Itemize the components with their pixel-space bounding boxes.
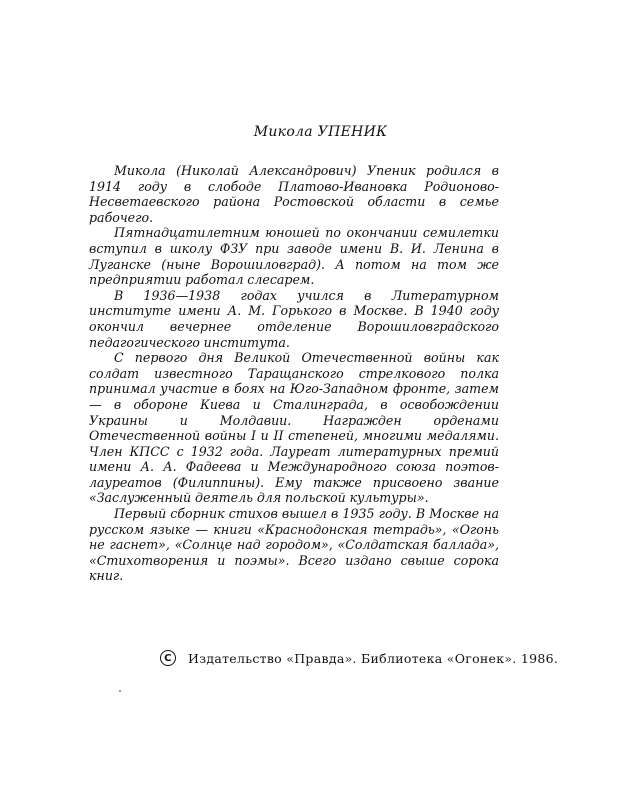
biography — [89, 163, 499, 584]
page-title: Микола УПЕНИК — [253, 124, 388, 140]
bio-paragraph: С первого дня Великой Отечественной войны как солдат известного Таращанского стрелкового полка принимал участие в боях на Юго-Западном фронте, затем — в обороне Киева и Сталинграда, в освобождении Украины и Молдавии. Награжден орденами Отечественной войны I и II степеней, многими медалями. Член КПСС с 1932 года. Лауреат литературных премий имени А. А. Фадеева и Международного союза поэтов-лауреатов (Филиппины). Ему также присвоено звание «Заслуженный деятель для польской культуры». — [89, 350, 499, 506]
copyright-icon: С — [160, 650, 176, 666]
bio-paragraph: Микола (Николай Александрович) Упеник родился в 1914 году в слободе Платово-Ивановка Родионово-Несветаевского района Ростовской области в семье рабочего. — [89, 163, 499, 225]
copyright-line — [160, 650, 558, 666]
bio-paragraph: В 1936—1938 годах учился в Литературном институте имени А. М. Горького в Москве. В 1940 году окончил вечернее отделение Ворошиловградского педагогического института. — [89, 287, 499, 350]
bio-paragraph: Первый сборник стихов вышел в 1935 году. В Москве на русском языке — книги «Краснодонская тетрадь», «Огонь не гаснет», «Солнце над городом», «Солдатская баллада», «Стихотворения и поэмы». Всего издано свыше сорока книг. — [89, 506, 499, 584]
print-mark — [119, 690, 121, 692]
bio-paragraph: Пятнадцатилетним юношей по окончании семилетки вступил в школу ФЗУ при заводе имени В. И. Ленина в Луганске (ныне Ворошиловград). А потом на том же предприятии работал слесарем. — [89, 225, 499, 288]
publisher-imprint: Издательство «Правда». Библиотека «Огонек». 1986. — [188, 650, 559, 666]
